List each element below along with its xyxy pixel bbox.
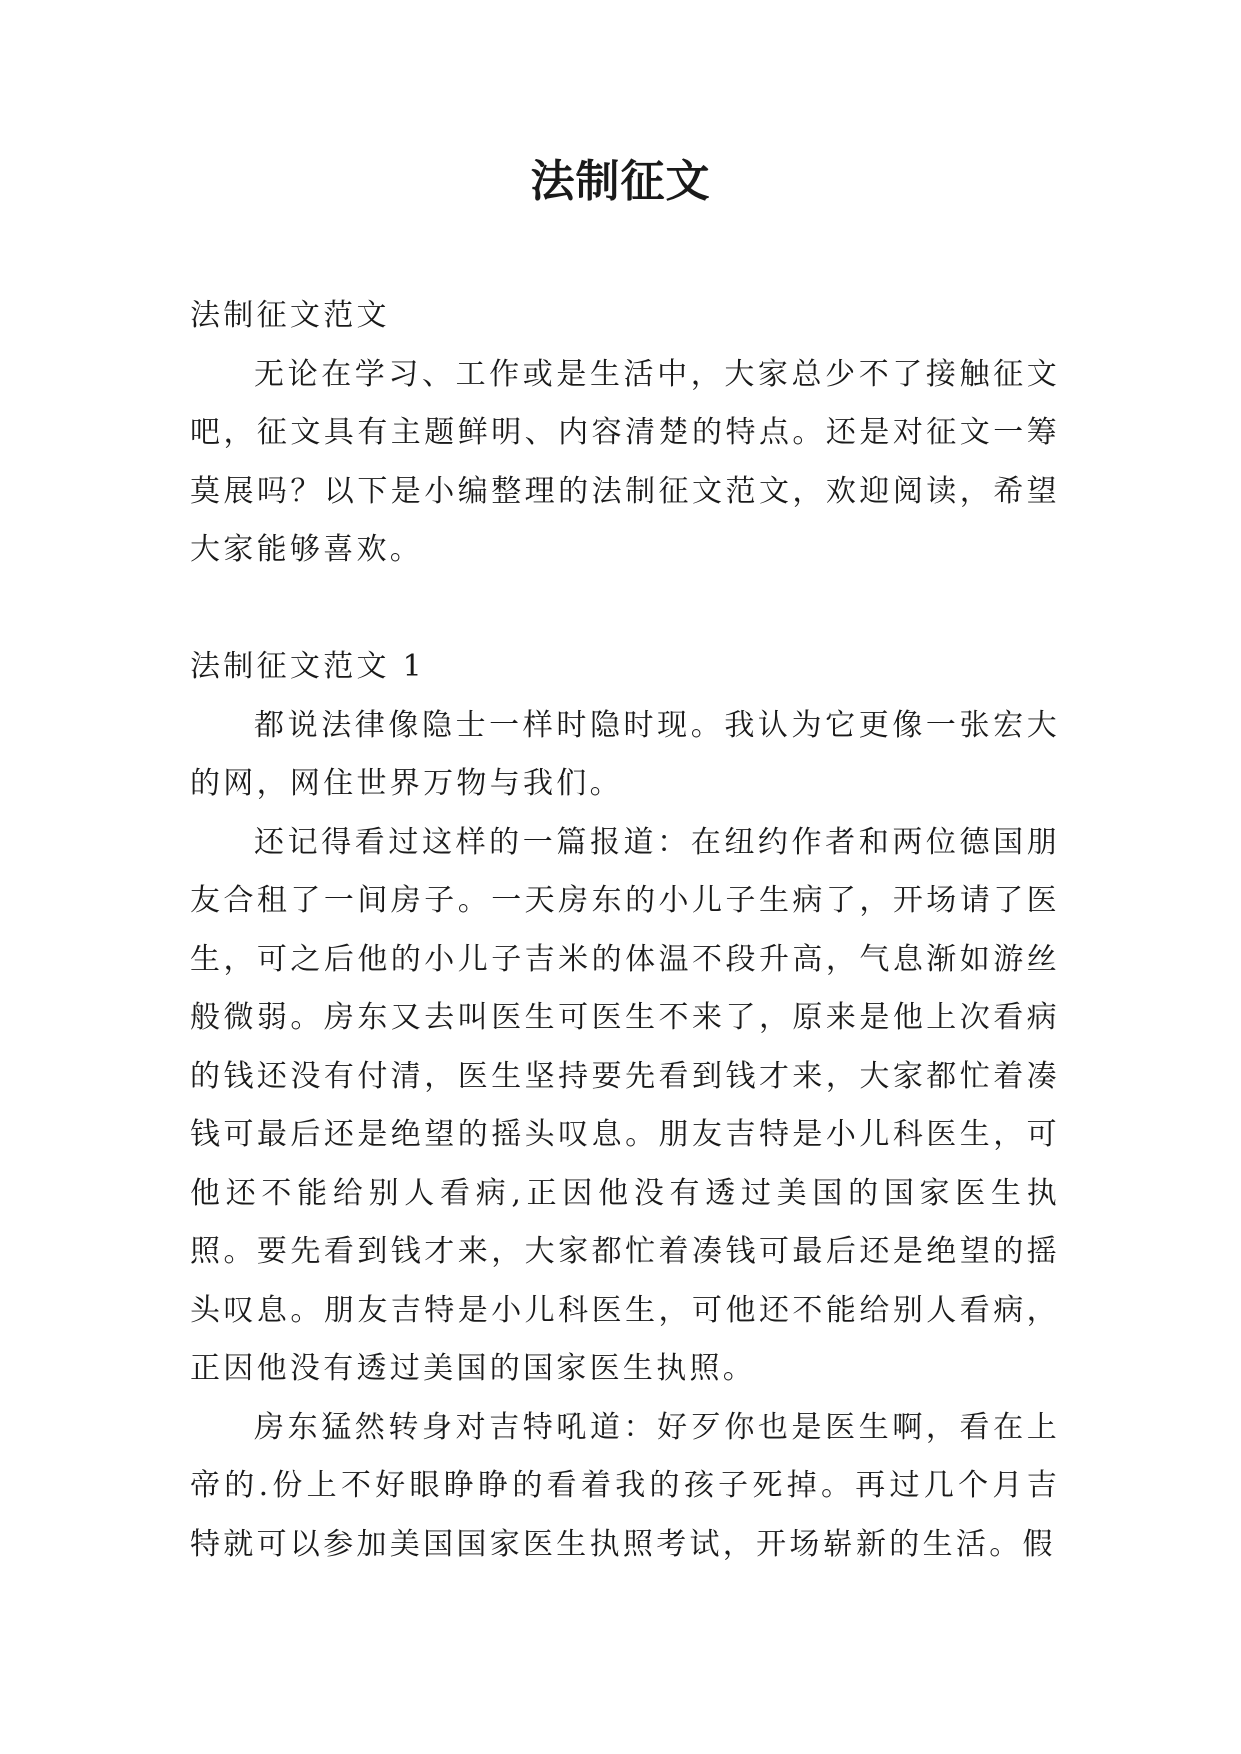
section-heading-intro: 法制征文范文: [190, 298, 390, 333]
section-heading-essay-1: 法制征文范文 1: [190, 649, 426, 684]
document-title: 法制征文: [530, 156, 711, 207]
intro-paragraph: 无论在学习、工作或是生活中，大家总少不了接触征文吧，征文具有主题鲜明、内容清楚的特点。还是对征文一筹莫展吗？以下是小编整理的法制征文范文，欢迎阅读，希望大家能够喜欢。: [190, 356, 1060, 567]
essay-1-paragraph-1: 都说法律像隐士一样时隐时现。我认为它更像一张宏大的网，网住世界万物与我们。: [190, 707, 1060, 801]
section-spacer: [190, 580, 1060, 639]
essay-1-paragraph-3: 房东猛然转身对吉特吼道：好歹你也是医生啊，看在上帝的.份上不好眼睁睁的看着我的孩子死掉。再过几个月吉特就可以参加美国国家医生执照考试，开场崭新的生活。假: [190, 1409, 1060, 1562]
essay-1-paragraph-2: 还记得看过这样的一篇报道：在纽约作者和两位德国朋友合租了一间房子。一天房东的小儿子生病了，开场请了医生，可之后他的小儿子吉米的体温不段升高，气息渐如游丝般微弱。房东又去叫医生可医生不来了，原来是他上次看病的钱还没有付清，医生坚持要先看到钱才来，大家都忙着凑钱可最后还是绝望的摇头叹息。朋友吉特是小儿科医生，可他还不能给别人看病,正因他没有透过美国的国家医生执照。要先看到钱才来，大家都忙着凑钱可最后还是绝望的摇头叹息。朋友吉特是小儿科医生，可他还不能给别人看病，正因他没有透过美国的国家医生执照。: [190, 824, 1060, 1386]
document-body: [190, 287, 1060, 1574]
